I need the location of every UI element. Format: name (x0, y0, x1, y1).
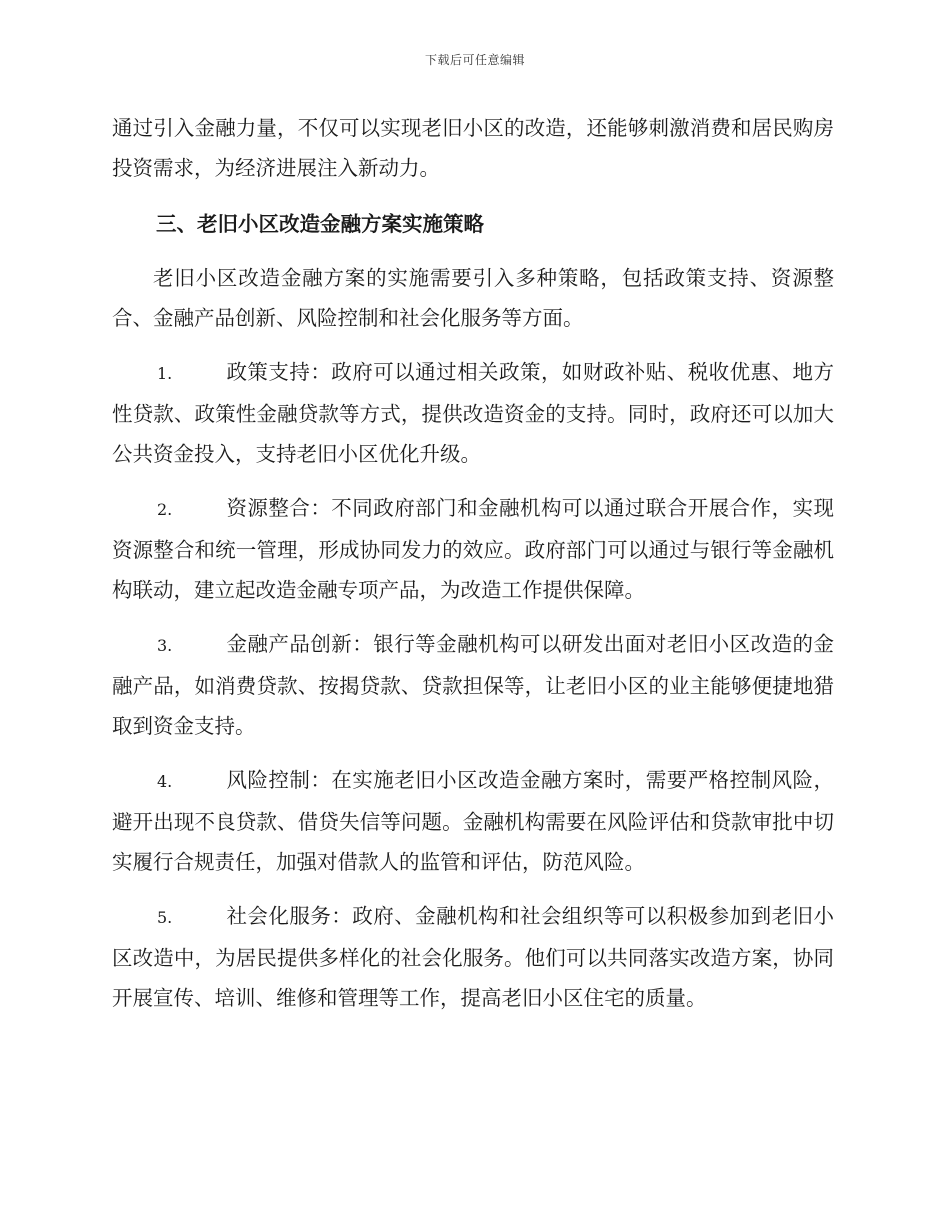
intro-paragraph: 通过引入金融力量，不仅可以实现老旧小区的改造，还能够刺激消费和居民购房投资需求，为经济进展注入新动力。 (112, 116, 834, 180)
section-lead-paragraph: 老旧小区改造金融方案的实施需要引入多种策略，包括政策支持、资源整合、金融产品创新、风险控制和社会化服务等方面。 (112, 266, 834, 330)
page-header: 下载后可任意编辑 (424, 53, 525, 67)
list-item-text: 资源整合：不同政府部门和金融机构可以通过联合开展合作，实现资源整合和统一管理，形成协同发力的效应。政府部门可以通过与银行等金融机构联动，建立起改造金融专项产品，为改造工作提供保障。 (112, 496, 834, 602)
list-item (112, 624, 834, 746)
list-item-number: 1. (157, 364, 173, 383)
document-body (112, 108, 834, 1018)
section-heading: 三、老旧小区改造金融方案实施策略 (156, 212, 484, 236)
list-item-text: 风险控制：在实施老旧小区改造金融方案时，需要严格控制风险，避开出现不良贷款、借贷失信等问题。金融机构需要在风险评估和贷款审批中切实履行合规责任，加强对借款人的监管和评估，防范风险。 (112, 768, 834, 874)
list-item-text: 社会化服务：政府、金融机构和社会组织等可以积极参加到老旧小区改造中，为居民提供多样化的社会化服务。他们可以共同落实改造方案，协同开展宣传、培训、维修和管理等工作，提高老旧小区住宅的质量。 (112, 904, 834, 1010)
list-item-text: 金融产品创新：银行等金融机构可以研发出面对老旧小区改造的金融产品，如消费贷款、按揭贷款、贷款担保等，让老旧小区的业主能够便捷地猎取到资金支持。 (112, 632, 834, 738)
list-item (112, 488, 834, 610)
list-item (112, 352, 834, 474)
list-item (112, 896, 834, 1018)
list-item (112, 760, 834, 882)
list-item-number: 5. (157, 908, 173, 927)
list-item-text: 政策支持：政府可以通过相关政策，如财政补贴、税收优惠、地方性贷款、政策性金融贷款等方式，提供改造资金的支持。同时，政府还可以加大公共资金投入，支持老旧小区优化升级。 (112, 360, 834, 466)
list-item-number: 2. (157, 500, 173, 519)
list-item-number: 3. (157, 636, 173, 655)
list-item-number: 4. (157, 772, 173, 791)
